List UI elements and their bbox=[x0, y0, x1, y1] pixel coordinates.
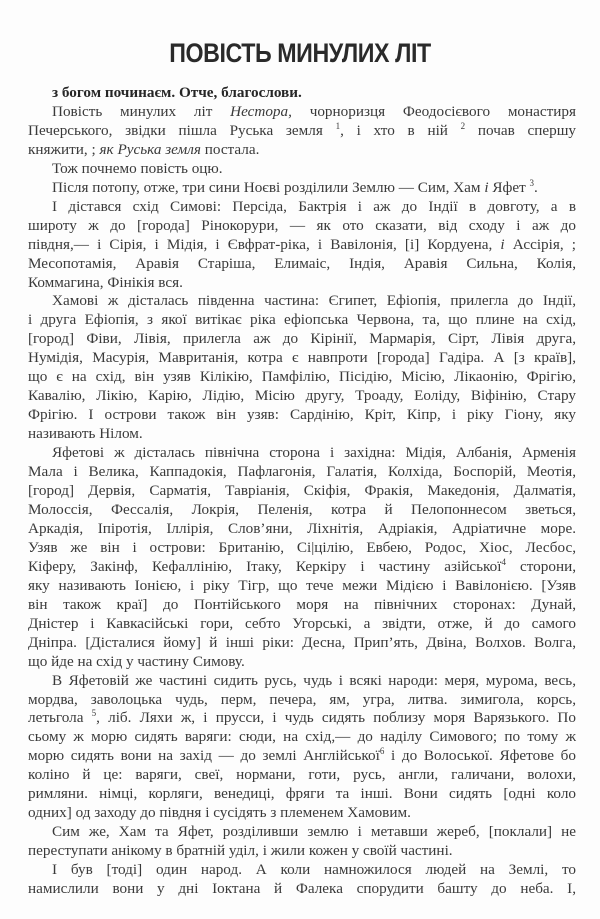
text-line bbox=[28, 292, 576, 311]
text-segment: Мала і Велика, Каппадокія, Пафлагонія, Галатія, Колхіда, Боспорій, Меотія, bbox=[28, 463, 576, 481]
text-line bbox=[28, 122, 576, 141]
text-line bbox=[28, 501, 576, 520]
text-line bbox=[28, 728, 576, 747]
text-segment: чорноризця Феодосієвого монастиря bbox=[291, 102, 576, 120]
text-segment: Тож почнемо повість оцю. bbox=[52, 159, 223, 177]
paragraph bbox=[28, 198, 576, 293]
text-segment: намислили вони у дні Іоктана й Фалека спорудити башту до неба. І, bbox=[28, 880, 576, 898]
text-line bbox=[28, 84, 576, 103]
italic-text: Нестора, bbox=[230, 102, 292, 120]
text-line bbox=[28, 558, 576, 577]
text-segment: сьому ж морю сидять варяги: сюди, на схід,— до наділу Симового; по тому ж bbox=[28, 728, 576, 746]
text-line bbox=[28, 311, 576, 330]
text-segment: називають Нілом. bbox=[28, 425, 143, 443]
text-segment: Яфетові ж дісталась північна сторона і західна: Мідія, Албанія, Арменія bbox=[52, 444, 576, 462]
opening-line bbox=[28, 84, 576, 103]
text-segment: півдня,— і Сірія, і Мідія, і Євфрат-ріка, і Вавілонія, [і] Кордуена, bbox=[28, 235, 501, 253]
text-segment: переступати анікому в братній уділ, і жили кожен у своїй частині. bbox=[28, 842, 453, 860]
text-segment: Нумідія, Масурія, Мавританія, котра є навпроти [города] Гадіра. А [з країв], bbox=[28, 349, 576, 367]
paragraph bbox=[28, 292, 576, 444]
text-segment: морю сидять вони на захід — до землі Англійської bbox=[28, 747, 380, 765]
text-line bbox=[28, 425, 576, 444]
text-segment: Кіферу, Закінф, Кефаллінію, Ітаку, Керкіру і частину азійської bbox=[28, 557, 502, 575]
footnote-marker: 6 bbox=[379, 746, 385, 757]
text-segment: що є на схід, він узяв Кілікію, Памфілію, Пісідію, Місію, Лікаонію, Фрігію, bbox=[28, 368, 576, 386]
text-segment: Фрігію. І острови також він узяв: Сардінію, Кріт, Кіпр, і ріку Гіону, яку bbox=[28, 406, 576, 424]
text-segment: Дніпра. [Дісталися йому] й інші ріки: Десна, Прип’ять, Двіна, Волхов. Волга, bbox=[28, 633, 576, 651]
text-segment: І був [тоді] один народ. А коли намножилося людей на Землі, то bbox=[52, 861, 576, 879]
italic-text: і bbox=[500, 235, 505, 253]
text-segment: . bbox=[534, 178, 538, 196]
text-line bbox=[28, 880, 576, 899]
text-segment: [город] Фіви, Лівія, прилегла аж до Кірінії, Мармарія, Сірт, Лівія друга, bbox=[28, 330, 576, 348]
footnote-marker: 3 bbox=[529, 177, 535, 188]
text-line bbox=[28, 785, 576, 804]
footnote-marker: 4 bbox=[501, 556, 506, 567]
text-segment: Аркадія, Іпіротія, Іллірія, Слов’яни, Ліхнітія, Адріакія, Адріатичне море. bbox=[28, 519, 576, 537]
text-line bbox=[28, 255, 576, 274]
text-segment: В Яфетовій же частині сидить русь, чудь і всякі народи: меря, мурома, весь, bbox=[52, 671, 576, 689]
footnote-marker: 2 bbox=[460, 120, 466, 131]
paragraph bbox=[28, 179, 576, 198]
text-line bbox=[28, 406, 576, 425]
text-line bbox=[28, 444, 576, 463]
text-segment: римляни. німці, корляги, венедиці, фряги та інші. Вони сидять [одні коло bbox=[28, 785, 576, 803]
text-segment: Ассірія, ; bbox=[504, 235, 576, 253]
text-segment: сторони, bbox=[505, 557, 576, 575]
paragraph bbox=[28, 823, 576, 861]
text-segment: з богом починаєм. Отче, благослови. bbox=[52, 84, 302, 101]
text-line bbox=[28, 368, 576, 387]
text-segment: Після потопу, отже, три сини Ноєві розділили Землю — Сим, Хам bbox=[52, 178, 485, 196]
text-line bbox=[28, 804, 576, 823]
text-line bbox=[28, 842, 576, 861]
text-segment: і до Волоської. Яфетове бо bbox=[384, 747, 576, 765]
text-segment: мордва, заволоцька чудь, перм, печера, ям, угра, литва. зимигола, корсь, bbox=[28, 690, 576, 708]
text-segment: Яфет bbox=[488, 178, 530, 196]
text-line bbox=[28, 634, 576, 653]
text-segment: Узяв же він і острови: Британію, Сі|цілію, Евбею, Родос, Хіос, Лесбос, bbox=[28, 538, 576, 556]
text-line bbox=[28, 691, 576, 710]
text-segment: Месопотамія, Аравія Старіша, Елимаіс, Індія, Аравія Сильна, Колія, bbox=[28, 254, 576, 272]
text-line bbox=[28, 766, 576, 785]
paragraph bbox=[28, 672, 576, 824]
text-segment: Коммагина, Фінікія вся. bbox=[28, 273, 183, 291]
text-line bbox=[28, 653, 576, 672]
text-segment: він також краї] до Понтійського моря на північних сторонах: Дунай, bbox=[28, 595, 576, 613]
text-line bbox=[28, 861, 576, 880]
text-segment: почав спершу bbox=[465, 121, 576, 139]
text-segment: яку називають Іонією, і ріку Тігр, що тече межи Мідією і Вавілонією. [Узяв bbox=[28, 576, 576, 594]
italic-text: як Руська земля bbox=[99, 140, 201, 158]
text-segment: , і хто в ній bbox=[340, 121, 461, 139]
text-line bbox=[28, 103, 576, 122]
text-segment: Печерського, звідки пішла Руська земля bbox=[28, 121, 336, 139]
text-line bbox=[28, 141, 576, 160]
paragraph bbox=[28, 861, 576, 899]
text-line bbox=[28, 520, 576, 539]
text-segment: що йде на схід у частину Симову. bbox=[28, 652, 245, 670]
text-line bbox=[28, 179, 576, 198]
text-line bbox=[28, 577, 576, 596]
text-segment: одних] од заходу до півдня і сусідять з племенем Хамовим. bbox=[28, 804, 411, 822]
text-line bbox=[28, 274, 576, 293]
text-line bbox=[28, 198, 576, 217]
paragraph bbox=[28, 160, 576, 179]
document-body bbox=[28, 84, 576, 899]
footnote-marker: 5 bbox=[91, 708, 97, 719]
text-line bbox=[28, 539, 576, 558]
text-segment: Повість минулих літ bbox=[52, 102, 231, 120]
text-segment: летьгола bbox=[28, 709, 92, 727]
text-segment: постала. bbox=[200, 140, 260, 158]
paragraph bbox=[28, 103, 576, 160]
text-segment: княжити, ; bbox=[28, 140, 100, 158]
text-segment: , ліб. Ляхи ж, і прусси, і чудь сидять поблизу моря Варязького. По bbox=[96, 709, 576, 727]
text-segment: [город] Дервія, Сарматія, Тавріанія, Скіфія, Фракія, Македонія, Далматія, bbox=[28, 482, 576, 500]
text-segment: широту ж до [города] Рінокорури, — як ото сказати, від сходу і аж до bbox=[28, 216, 576, 234]
text-line bbox=[28, 463, 576, 482]
paragraph bbox=[28, 444, 576, 671]
text-line bbox=[28, 387, 576, 406]
text-segment: І дістався схід Симові: Персіда, Бактрія і аж до Індії в довготу, а в bbox=[52, 197, 576, 215]
text-segment: Хамові ж дісталась південна частина: Єгипет, Ефіопія, прилегла до Індії, bbox=[52, 292, 576, 310]
text-line bbox=[28, 236, 576, 255]
text-line bbox=[28, 747, 576, 766]
text-line bbox=[28, 823, 576, 842]
text-segment: коліно й це: варяги, свеї, нормани, готи, русь, англи, галичани, волохи, bbox=[28, 766, 576, 784]
text-segment: Кавалію, Лікію, Карію, Лідію, Місію другу, Троаду, Еоліду, Віфінію, Стару bbox=[28, 387, 576, 405]
text-segment: і друга Ефіопія, з якої витікає ріка ефіопська Червона, та, що плине на схід, bbox=[28, 311, 576, 329]
text-line bbox=[28, 596, 576, 615]
italic-text: і bbox=[484, 178, 489, 196]
footnote-marker: 1 bbox=[335, 120, 341, 131]
text-line bbox=[28, 217, 576, 236]
text-segment: Сим же, Хам та Яфет, розділивши землю і метавши жереб, [поклали] не bbox=[52, 823, 576, 841]
text-line bbox=[28, 482, 576, 501]
text-line bbox=[28, 709, 576, 728]
text-segment: Молоссія, Фессалія, Локрія, Пеленія, котра й Пелопоннесом зветься, bbox=[28, 500, 576, 518]
text-segment: Дністер і Кавкасійські гори, себто Угорські, а звідти, отже, й до самого bbox=[28, 614, 576, 632]
text-line bbox=[28, 615, 576, 634]
text-line bbox=[28, 349, 576, 368]
text-line bbox=[28, 160, 576, 179]
page-title: ПОВІСТЬ МИНУЛИХ ЛІТ bbox=[169, 38, 431, 68]
text-line bbox=[28, 330, 576, 349]
text-line bbox=[28, 672, 576, 691]
